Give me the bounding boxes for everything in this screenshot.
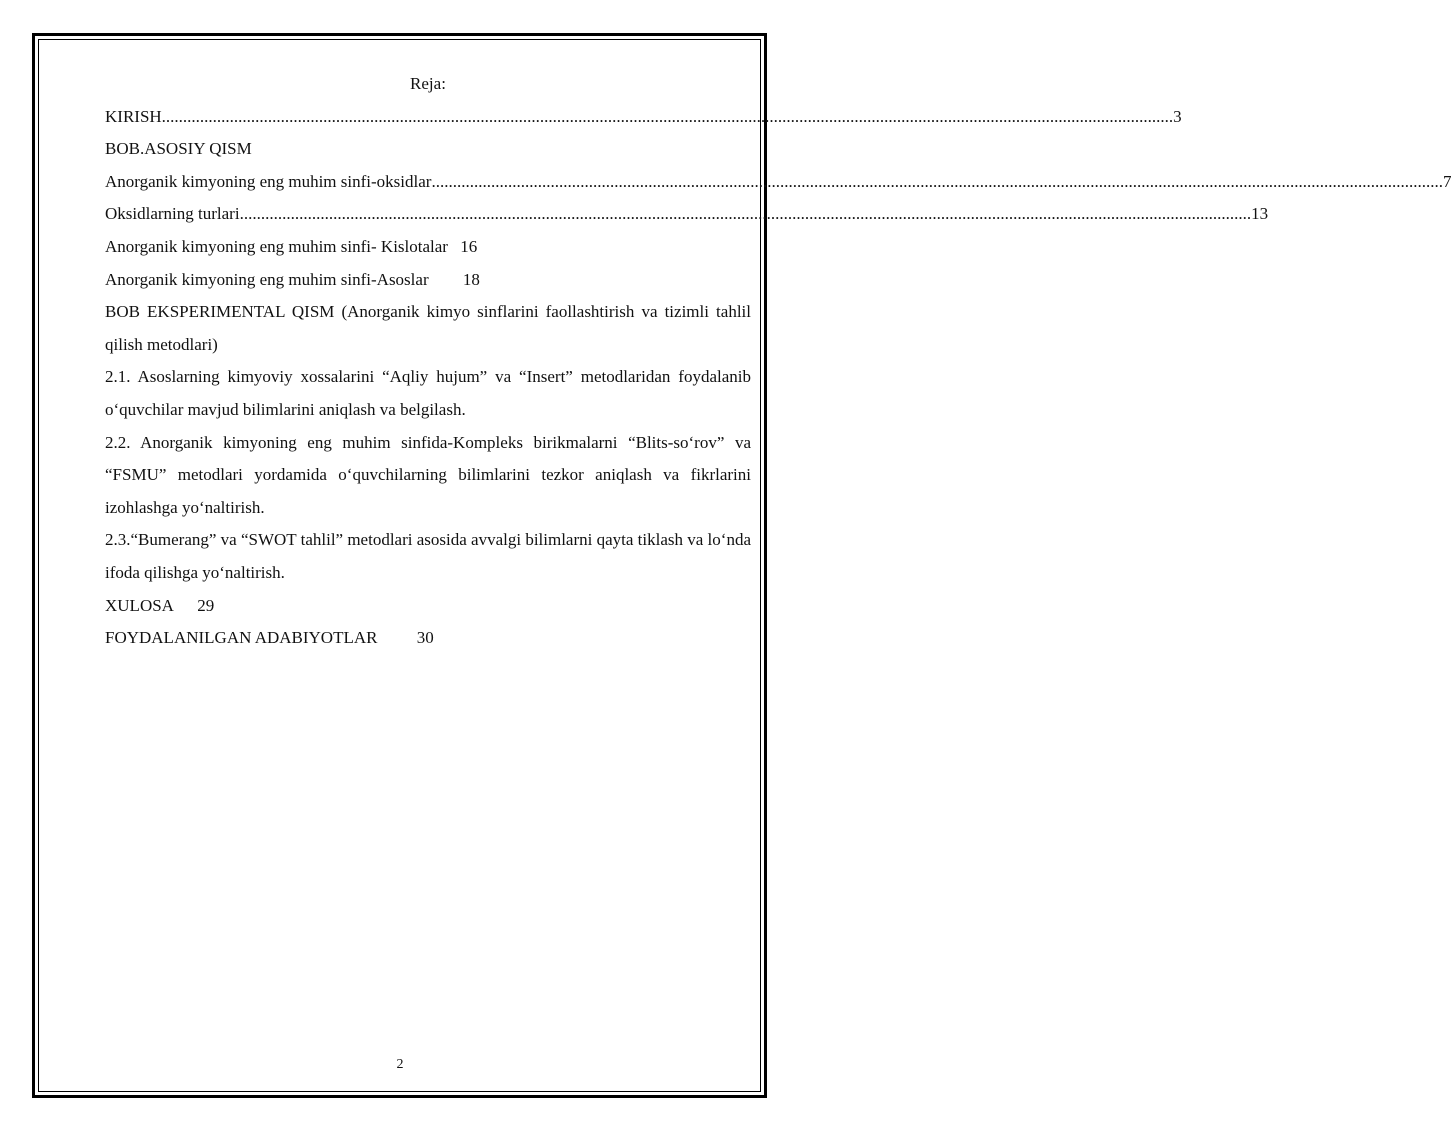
toc-label: Anorganik kimyoning eng muhim sinfi- Kislotalar — [105, 236, 448, 256]
toc-page: 13 — [1251, 204, 1269, 224]
dot-leader: .............................................................................................................................................................................................................................................. — [431, 171, 1443, 191]
toc-page: 18 — [462, 269, 480, 289]
toc-page: 30 — [416, 628, 434, 648]
page-number: 2 — [396, 1057, 404, 1072]
toc-entry-adabiyot — [105, 622, 751, 655]
dot-leader: .............................................................................................................................................................................................................................................. — [161, 106, 1174, 126]
table-of-contents — [105, 68, 1451, 655]
toc-entry-xulosa — [105, 590, 751, 623]
toc-label: Oksidlarning turlari — [105, 204, 240, 224]
toc-entry-asoslar — [105, 264, 751, 297]
toc-section-2-1: 2.1. Asoslarning kimyoviy xossalarini “Aqliy hujum” va “Insert” metodlaridan foydalanib o‘quvchilar mavjud bilimlarini aniqlash va belgilash. — [105, 367, 751, 419]
toc-label: Anorganik kimyoning eng muhim sinfi-Asoslar — [105, 269, 429, 289]
toc-label: KIRISH — [105, 106, 162, 126]
dot-leader: .............................................................................................................................................................................................................................................. — [239, 204, 1252, 224]
toc-label: Anorganik kimyoning eng muhim sinfi-oksidlar — [105, 171, 432, 191]
toc-entry-turlari — [105, 198, 1269, 231]
toc-page: 3 — [1173, 106, 1182, 126]
toc-entry-kirish — [105, 101, 1182, 134]
toc-entry-kislotalar — [105, 231, 751, 264]
toc-page: 7 — [1442, 171, 1451, 191]
toc-label: FOYDALANILGAN ADABIYOTLAR — [105, 628, 378, 648]
toc-page: 29 — [197, 595, 215, 615]
toc-title: Reja: — [410, 74, 446, 93]
toc-label: XULOSA — [105, 595, 174, 615]
toc-heading-bob1: BOB.ASOSIY QISM — [105, 139, 252, 159]
toc-section-2-3: 2.3.“Bumerang” va “SWOT tahlil” metodlari asosida avvalgi bilimlarni qayta tiklash va lo‘nda ifoda qilishga yo‘naltirish. — [105, 530, 751, 582]
toc-page: 16 — [460, 236, 478, 256]
toc-section-2-2: 2.2. Anorganik kimyoning eng muhim sinfida-Kompleks birikmalarni “Blits-so‘rov” va “FSMU” metodlari yordamida o‘quvchilarning bilimlarini tezkor aniqlash va fikrlarini izohlashga yo‘naltirish. — [105, 432, 751, 517]
toc-heading-bob2: BOB EKSPERIMENTAL QISM (Anorganik kimyo sinflarini faollashtirish va tizimli tahlil qilish metodlari) — [105, 302, 751, 354]
toc-entry-oksidlar — [105, 166, 1451, 199]
